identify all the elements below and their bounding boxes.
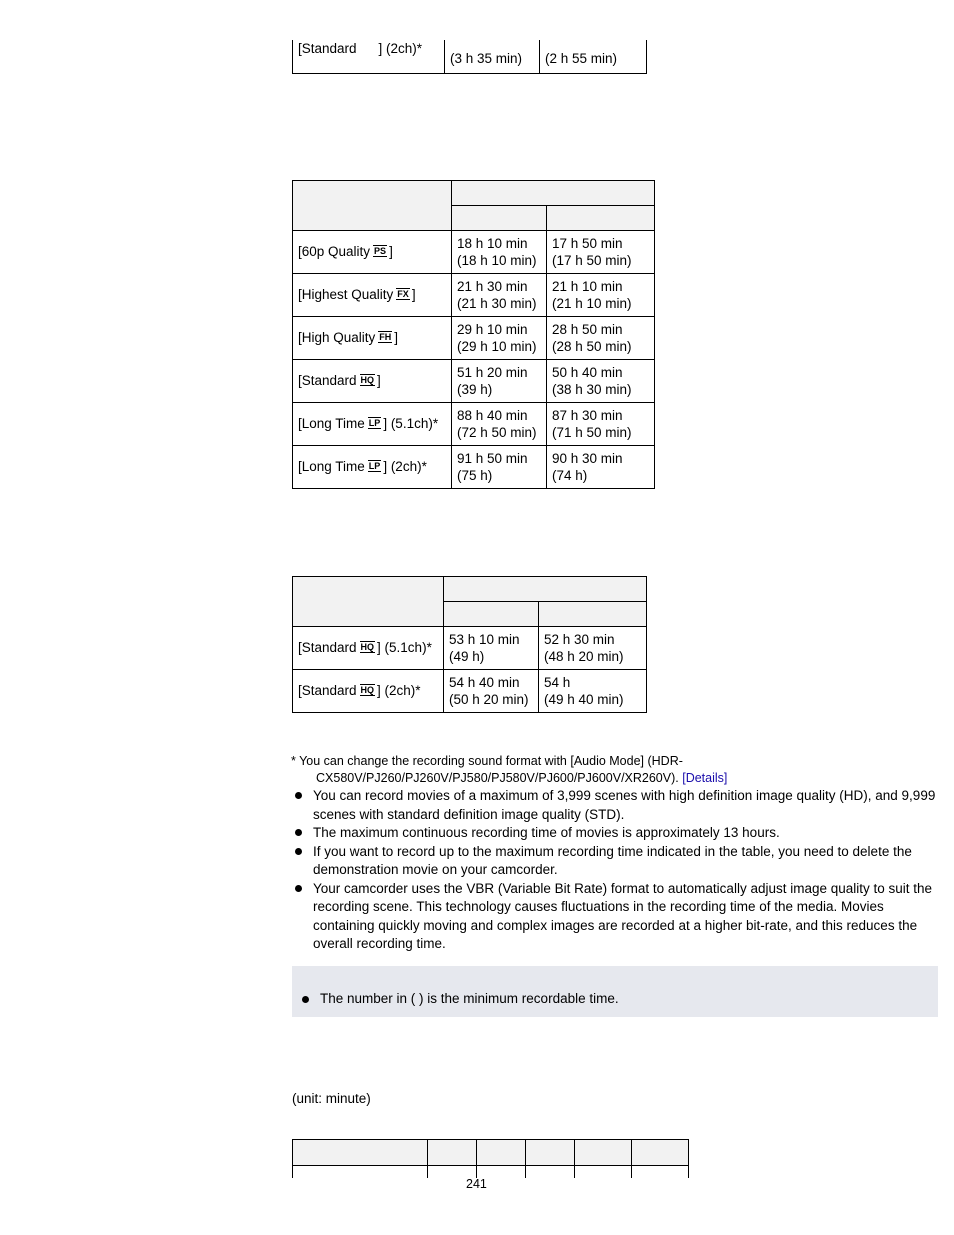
header-group <box>452 181 655 206</box>
table-cell <box>293 1166 428 1178</box>
cell-value <box>547 231 655 274</box>
time-value: 88 h 40 min <box>457 407 528 423</box>
table-row <box>293 627 647 670</box>
table-row <box>293 446 655 489</box>
bullet-icon <box>302 996 309 1003</box>
note-text: If you want to record up to the maximum recording time indicated in the table, you need to delete the demonstration movie on your camcorder. <box>313 843 912 877</box>
min-time-value: (39 h) <box>457 382 493 397</box>
label-suffix: ] (2ch)* <box>377 683 421 699</box>
table-cell <box>632 1166 689 1178</box>
cell-value <box>452 446 547 489</box>
list-item <box>292 824 940 843</box>
label-suffix: ] (5.1ch)* <box>377 640 432 656</box>
cell-value <box>539 627 647 670</box>
recording-time-table-hd <box>292 180 655 489</box>
time-value: 21 h 10 min <box>552 278 623 294</box>
audio-mode-footnote <box>291 753 931 787</box>
header-sub <box>539 602 647 627</box>
time-value: 54 h 40 min <box>449 674 520 690</box>
cell-value <box>452 231 547 274</box>
label-text: [High Quality <box>298 330 376 346</box>
cell-value <box>547 274 655 317</box>
cell-value <box>444 670 539 713</box>
hint-text: The number in ( ) is the minimum recordable time. <box>320 991 619 1006</box>
label-suffix: ] (2ch)* <box>383 459 427 475</box>
bullet-icon <box>295 885 302 892</box>
min-time-value: (28 h 50 min) <box>552 339 632 354</box>
row-label <box>293 231 452 274</box>
min-time-value: (38 h 30 min) <box>552 382 632 397</box>
cell-value: (3 h 35 min) <box>445 40 540 73</box>
cell-value <box>547 317 655 360</box>
time-value: 29 h 10 min <box>457 321 528 337</box>
row-label <box>293 317 452 360</box>
hint-item <box>302 991 619 1006</box>
quality-mode-icon: HQ <box>360 642 375 653</box>
recording-time-table-hd-standard <box>292 576 647 713</box>
cell-value <box>444 627 539 670</box>
min-time-value: (21 h 10 min) <box>552 296 632 311</box>
min-time-value: (50 h 20 min) <box>449 692 529 707</box>
min-time-value: (29 h 10 min) <box>457 339 537 354</box>
cell-value <box>452 274 547 317</box>
header-sub <box>452 206 547 231</box>
recording-time-table-bottom <box>292 1139 689 1178</box>
cell-value: (2 h 55 min) <box>540 40 647 73</box>
list-item <box>292 787 940 824</box>
min-time-value: (49 h) <box>449 649 485 664</box>
footnote-line: * You can change the recording sound format with [Audio Mode] (HDR- <box>291 754 683 768</box>
time-value: 87 h 30 min <box>552 407 623 423</box>
label-text: [Highest Quality <box>298 287 394 303</box>
row-label <box>293 627 444 670</box>
row-label <box>293 446 452 489</box>
row-label <box>293 403 452 446</box>
cell-value <box>539 670 647 713</box>
table-cell <box>428 1166 477 1178</box>
time-value: 51 h 20 min <box>457 364 528 380</box>
label-suffix: ] <box>411 287 416 303</box>
label-text: [Long Time <box>298 416 365 432</box>
min-time-value: (71 h 50 min) <box>552 425 632 440</box>
label-text: [60p Quality <box>298 244 371 260</box>
cell-value <box>547 446 655 489</box>
header-sub <box>547 206 655 231</box>
label-text: [Standard <box>298 640 357 656</box>
bullet-icon <box>295 848 302 855</box>
header-cell <box>428 1140 477 1166</box>
list-item <box>292 880 940 954</box>
table-cell <box>526 1166 575 1178</box>
details-link[interactable]: [Details] <box>682 771 728 785</box>
label-text: [Standard <box>298 373 357 389</box>
row-label <box>293 274 452 317</box>
min-time-value: (21 h 30 min) <box>457 296 537 311</box>
note-text: The maximum continuous recording time of movies is approximately 13 hours. <box>313 825 780 840</box>
bullet-icon <box>295 829 302 836</box>
time-value: 90 h 30 min <box>552 450 623 466</box>
recording-time-table-top <box>292 40 647 74</box>
table-row <box>293 360 655 403</box>
label-text: [Standard <box>298 683 357 699</box>
label-text: [Long Time <box>298 459 365 475</box>
table-row <box>293 231 655 274</box>
cell-value <box>452 317 547 360</box>
time-value: 18 h 10 min <box>457 235 528 251</box>
quality-mode-icon: HQ <box>360 375 375 386</box>
table-row <box>293 274 655 317</box>
time-value: 21 h 30 min <box>457 278 528 294</box>
note-text: Your camcorder uses the VBR (Variable Bit Rate) format to automatically adjust image quality to suit the recording scene. This technology causes fluctuations in the recording time of the media. Movies containing quickly moving and complex images are recorded at a higher bit-rate, and this reduces the overall recording time. <box>313 880 933 951</box>
quality-mode-icon: FH <box>379 332 392 343</box>
quality-mode-icon: HQ <box>360 685 375 696</box>
quality-mode-icon: LP <box>368 418 381 429</box>
time-value: 53 h 10 min <box>449 631 520 647</box>
min-time-value: (49 h 40 min) <box>544 692 624 707</box>
min-time-value: (17 h 50 min) <box>552 253 632 268</box>
time-value: 54 h <box>544 674 571 690</box>
header-cell <box>632 1140 689 1166</box>
table-cell <box>575 1166 632 1178</box>
label-suffix: ] (5.1ch)* <box>383 416 439 432</box>
unit-label: (unit: minute) <box>292 1091 371 1106</box>
min-time-value: (74 h) <box>552 468 588 483</box>
table-row <box>293 317 655 360</box>
time-value: 50 h 40 min <box>552 364 623 380</box>
cell-value <box>452 403 547 446</box>
bullet-icon <box>295 792 302 799</box>
min-time-value: (18 h 10 min) <box>457 253 537 268</box>
notes-list <box>292 787 940 954</box>
header-group <box>444 577 647 602</box>
footnote-line <box>291 770 931 787</box>
cell-value <box>547 360 655 403</box>
min-time-value: (75 h) <box>457 468 493 483</box>
min-time-value: (72 h 50 min) <box>457 425 537 440</box>
cell-value <box>452 360 547 403</box>
quality-mode-icon: FX <box>397 289 409 300</box>
time-value: 91 h 50 min <box>457 450 528 466</box>
time-value: 52 h 30 min <box>544 631 615 647</box>
min-time-value: (48 h 20 min) <box>544 649 624 664</box>
header-sub <box>444 602 539 627</box>
label-suffix: ] <box>377 373 381 389</box>
header-empty <box>293 577 444 627</box>
cell-value <box>547 403 655 446</box>
row-label <box>293 670 444 713</box>
quality-mode-icon: LP <box>368 461 381 472</box>
label-suffix: ] <box>389 244 393 260</box>
time-value: 28 h 50 min <box>552 321 623 337</box>
label-suffix: ] <box>394 330 399 346</box>
header-cell <box>477 1140 526 1166</box>
label-text: [Standard <box>298 41 357 56</box>
header-empty <box>293 181 452 231</box>
list-item <box>292 843 940 880</box>
table-cell <box>477 1166 526 1178</box>
footnote-models: CX580V/PJ260/PJ260V/PJ580/PJ580V/PJ600/PJ600V/XR260V). <box>316 771 679 785</box>
header-cell <box>575 1140 632 1166</box>
hint-box <box>292 966 938 1017</box>
time-value: 17 h 50 min <box>552 235 623 251</box>
header-cell <box>526 1140 575 1166</box>
quality-mode-icon: PS <box>374 246 387 257</box>
row-label <box>293 40 445 73</box>
note-text: You can record movies of a maximum of 3,999 scenes with high definition image quality (HD), and 9,999 scenes with standard definition image quality (STD). <box>313 788 936 822</box>
header-cell <box>293 1140 428 1166</box>
row-label <box>293 360 452 403</box>
page-number: 241 <box>466 1177 487 1191</box>
table-row <box>293 403 655 446</box>
table-row <box>293 670 647 713</box>
label-suffix: ] (2ch)* <box>378 41 423 56</box>
